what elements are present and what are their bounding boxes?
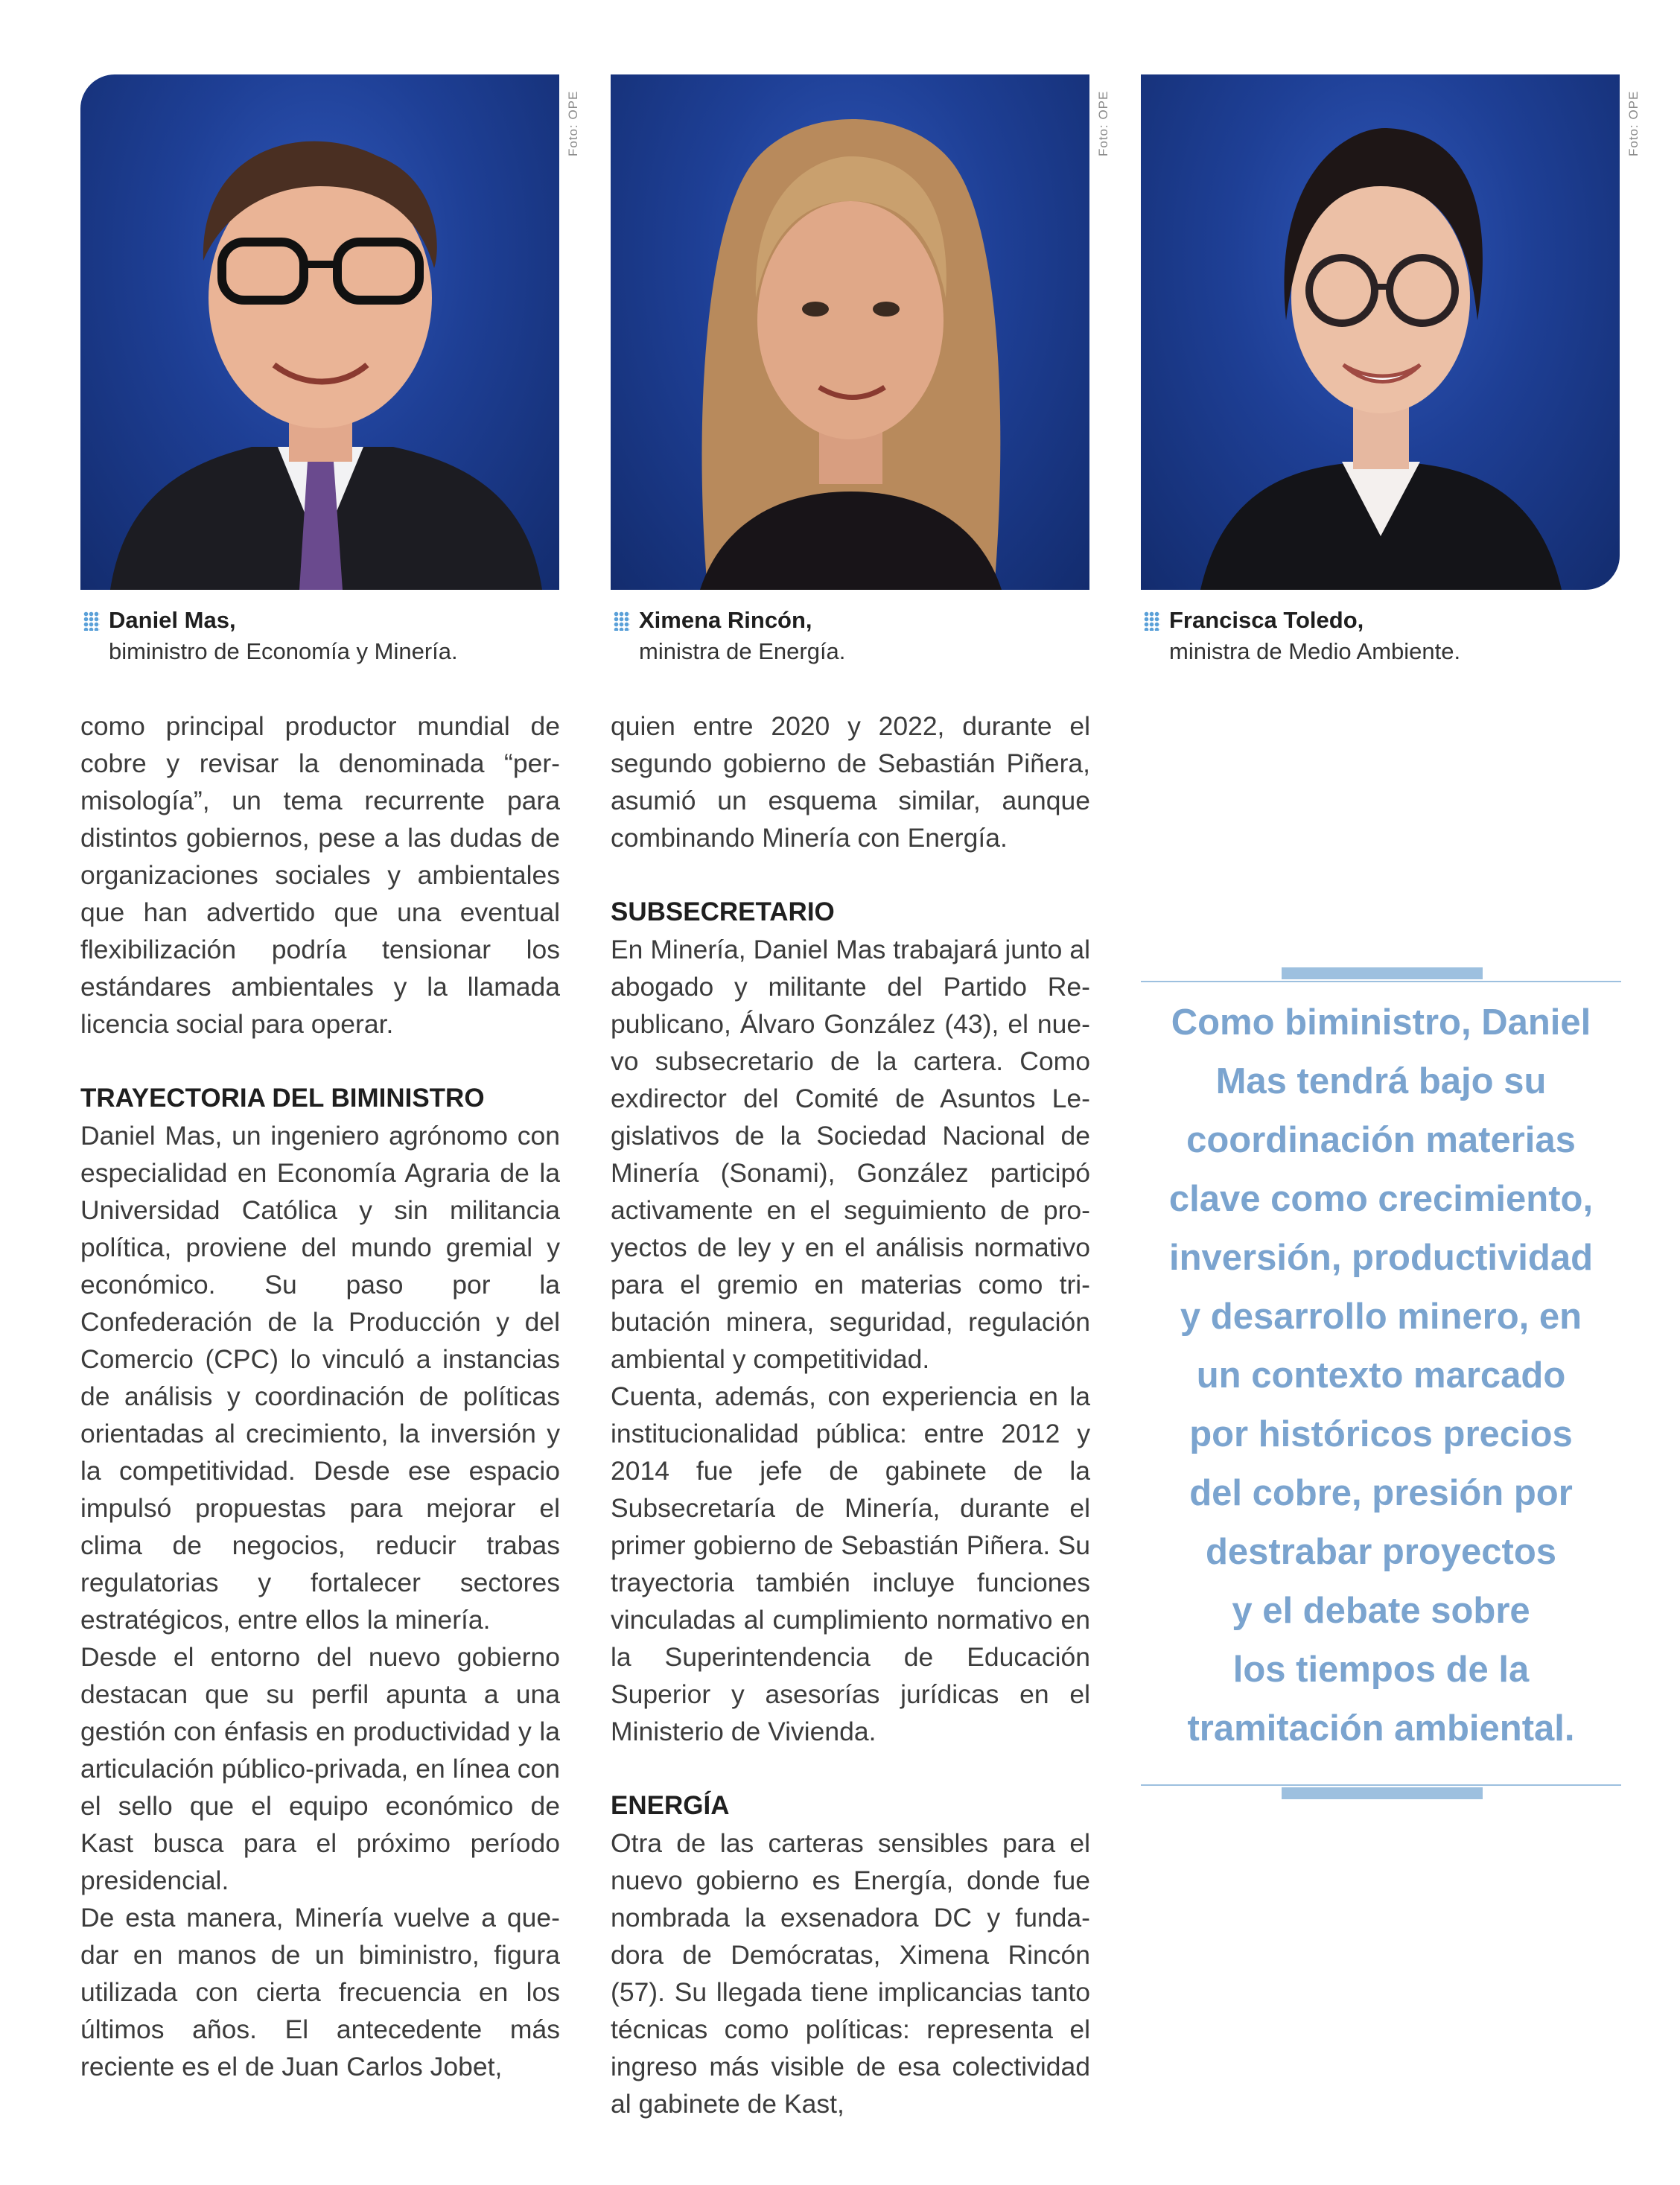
photo-caption xyxy=(611,605,1089,667)
section-heading: SUBSECRETARIO xyxy=(611,897,835,926)
photo-daniel-mas xyxy=(80,74,559,590)
photo-credit: Foto: OPE xyxy=(1096,90,1110,156)
portrait-woman-illustration xyxy=(611,74,1089,590)
portrait-woman-glasses-illustration xyxy=(1141,74,1620,590)
pull-quote-top-accent xyxy=(1282,967,1483,979)
caption-bullet-icon xyxy=(83,611,100,631)
pull-quote-line: los tiempos de la xyxy=(1232,1650,1530,1690)
body-paragraph: Cuenta, además, con experiencia en la institucionalidad pública: entre 2012 y 2014 fue jefe de gabinete de la Subsecretaría de Minería, durante el primer gobierno de Sebastián Piñera. Su trayectoria también incluye funciones vinculadas al cumplimiento normativo en la Superintendencia de Educación Superior y asesorías jurídicas en el Ministerio de Vivienda. xyxy=(611,1381,1090,1746)
caption-bullet-icon xyxy=(614,611,630,631)
pull-quote-line: tramitación ambiental. xyxy=(1187,1708,1575,1749)
pull-quote-line: del cobre, presión por xyxy=(1189,1473,1573,1513)
pull-quote-bottom-accent xyxy=(1282,1787,1483,1799)
portrait-man-illustration xyxy=(80,74,559,590)
pull-quote-bottom-rule xyxy=(1141,1784,1621,1786)
pull-quote-line: por históricos precios xyxy=(1189,1414,1573,1454)
caption-bullet-icon xyxy=(1144,611,1160,631)
section-heading: ENERGÍA xyxy=(611,1791,730,1820)
caption-role: ministra de Energía. xyxy=(639,638,846,664)
pull-quote-line: Mas tendrá bajo su xyxy=(1215,1061,1547,1101)
pull-quote-line: un contexto marcado xyxy=(1196,1355,1566,1396)
photo-francisca-toledo xyxy=(1141,74,1620,590)
photo-caption xyxy=(1141,605,1620,667)
section-heading: TRAYECTORIA DEL BIMINISTRO xyxy=(80,1084,485,1113)
body-paragraph: quien entre 2020 y 2022, durante el segundo gobierno de Sebastián Piñera, asumió un esquema similar, aunque combinando Minería con Energía. xyxy=(611,711,1090,853)
article-column-middle xyxy=(611,707,1090,2122)
article-column-left xyxy=(80,707,560,2085)
pull-quote-line: clave como crecimiento, xyxy=(1168,1179,1594,1219)
photo-credit: Foto: OPE xyxy=(566,90,580,156)
body-paragraph: Daniel Mas, un ingeniero agrónomo con especialidad en Economía Agraria de la Universidad Católica y sin militancia política, proviene del mundo gremial y económico. Su paso por la Confederación de la Producción y del Comercio (CPC) lo vinculó a instancias de análisis y coordinación de políticas orientadas al crecimiento, la inversión y la competitividad. Desde ese espacio impulsó propuestas para mejorar el clima de negocios, reducir trabas regulatorias y fortalecer sectores estratégicos, entre ellos la minería. xyxy=(80,1121,560,1635)
pull-quote xyxy=(1141,993,1621,1758)
photo-ximena-rincon xyxy=(611,74,1089,590)
body-paragraph: Otra de las carteras sensibles para el nuevo gobierno es Energía, donde fue nombrada la exsenadora DC y fundadora de Demócratas, Ximena Rincón (57). Su llegada tiene implicancias tanto técnicas como políticas: representa el ingreso más visible de esa colectividad al gabinete de Kast, xyxy=(611,1828,1090,2119)
caption-name: Francisca Toledo, xyxy=(1169,607,1364,633)
caption-name: Ximena Rincón, xyxy=(639,607,812,633)
caption-role: biministro de Economía y Minería. xyxy=(109,638,458,664)
pull-quote-line: coordinación materias xyxy=(1186,1120,1576,1160)
photo-credit: Foto: OPE xyxy=(1626,90,1641,156)
body-paragraph: De esta manera, Minería vuelve a quedar en manos de un biministro, figura utilizada con cierta frecuencia en los últimos años. El antecedente más reciente es el de Juan Carlos Jobet, xyxy=(80,1903,560,2081)
pull-quote-line: y el debate sobre xyxy=(1232,1591,1530,1631)
pull-quote-top-rule xyxy=(1141,981,1621,982)
body-paragraph: En Minería, Daniel Mas trabajará junto al abogado y militante del Partido Republicano, Álvaro González (43), el nuevo subsecretario de la cartera. Como exdirector del Comité de Asuntos Legislativos de la Sociedad Nacional de Minería (Sonami), González participó activamente en el seguimiento de proyectos de ley y en el análisis normativo para el gremio en materias como tributación minera, seguridad, regulación ambiental y competitividad. xyxy=(611,935,1090,1374)
body-paragraph: Desde el entorno del nuevo gobierno destacan que su perfil apunta a una gestión con énfasis en productividad y la articulación público-privada, en línea con el sello que el equipo económico de Kast busca para el próximo período presidencial. xyxy=(80,1642,560,1895)
pull-quote-line: y desarrollo minero, en xyxy=(1180,1297,1582,1337)
photo-caption xyxy=(80,605,559,667)
pull-quote-line: Como biministro, Daniel xyxy=(1171,1002,1591,1043)
pull-quote-line: inversión, productividad xyxy=(1168,1238,1594,1278)
caption-role: ministra de Medio Ambiente. xyxy=(1169,638,1461,664)
caption-name: Daniel Mas, xyxy=(109,607,236,633)
pull-quote-line: destrabar proyectos xyxy=(1205,1532,1557,1572)
body-paragraph: como principal productor mundial de cobre y revisar la denominada “permisología”, un tema recurrente para distintos gobiernos, pese a las dudas de organizaciones sociales y ambientales que han advertido que una eventual flexibilización podría tensionar los estándares ambientales y la llamada licencia social para operar. xyxy=(80,711,560,1039)
